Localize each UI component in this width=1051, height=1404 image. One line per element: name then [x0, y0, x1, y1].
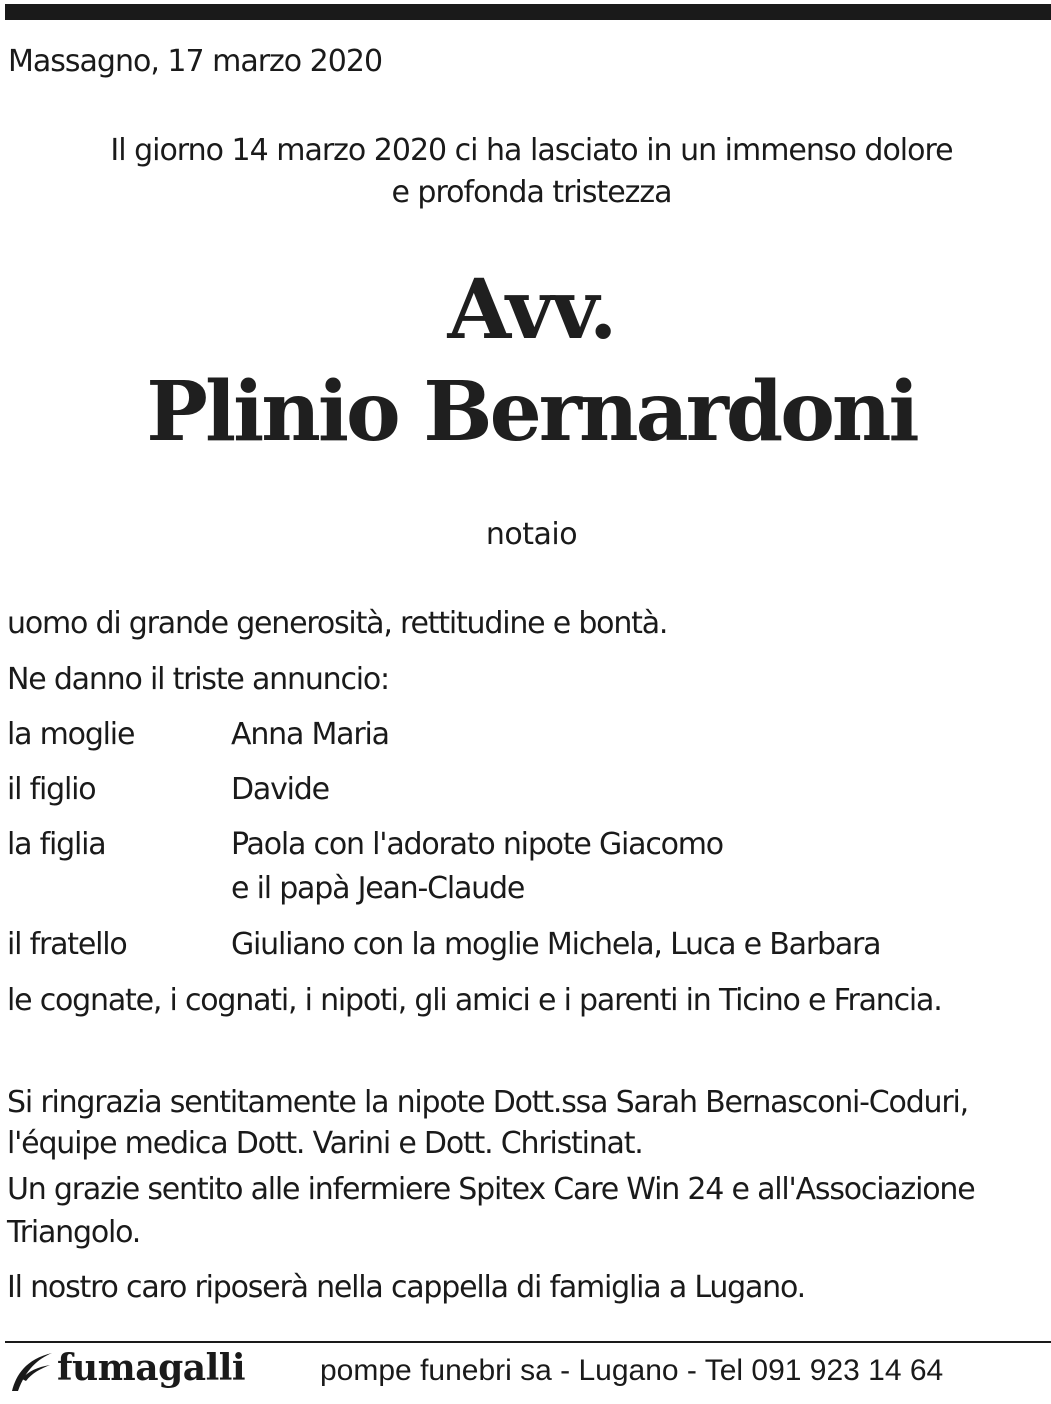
deceased-name: Plinio Bernardoni — [146, 364, 917, 460]
thanks-line-1: Si ringrazia sentitamente la nipote Dott.ssa Sarah Bernasconi-Coduri, — [7, 1085, 968, 1120]
family-relation: la moglie — [7, 717, 135, 752]
announce-text: Ne danno il triste annuncio: — [7, 662, 389, 697]
place-date: Massagno, 17 marzo 2020 — [8, 44, 383, 79]
funeral-home-brand: fumagalli — [57, 1347, 246, 1389]
thanks-line-4: Triangolo. — [7, 1215, 141, 1250]
bottom-divider — [5, 1341, 1051, 1343]
family-names: Anna Maria — [231, 717, 389, 752]
family-names: Davide — [231, 772, 329, 807]
family-relation: la figlia — [7, 827, 106, 862]
funeral-home-contact: pompe funebri sa - Lugano - Tel 091 923 14 64 — [320, 1354, 944, 1387]
family-names: Giuliano con la moglie Michela, Luca e Barbara — [231, 927, 881, 962]
family-relation: il figlio — [7, 772, 96, 807]
thanks-line-2: l'équipe medica Dott. Varini e Dott. Christinat. — [7, 1126, 643, 1161]
intro-line-2: e profonda tristezza — [391, 175, 672, 210]
family-names-continued: e il papà Jean-Claude — [231, 871, 525, 906]
top-divider — [5, 4, 1051, 20]
intro-line-1: Il giorno 14 marzo 2020 ci ha lasciato in un immenso dolore — [110, 133, 953, 168]
relatives-text: le cognate, i cognati, i nipoti, gli amici e i parenti in Ticino e Francia. — [7, 983, 942, 1018]
resting-place-text: Il nostro caro riposerà nella cappella di famiglia a Lugano. — [7, 1270, 805, 1305]
deceased-title: Avv. — [447, 262, 616, 358]
funeral-home-footer — [0, 1345, 1051, 1400]
family-names: Paola con l'adorato nipote Giacomo — [231, 827, 723, 862]
fumagalli-logo-icon — [8, 1349, 54, 1393]
thanks-line-3: Un grazie sentito alle infermiere Spitex Care Win 24 e all'Associazione — [7, 1172, 975, 1207]
tribute-text: uomo di grande generosità, rettitudine e bontà. — [7, 606, 668, 641]
deceased-profession: notaio — [485, 517, 578, 552]
family-relation: il fratello — [7, 927, 127, 962]
